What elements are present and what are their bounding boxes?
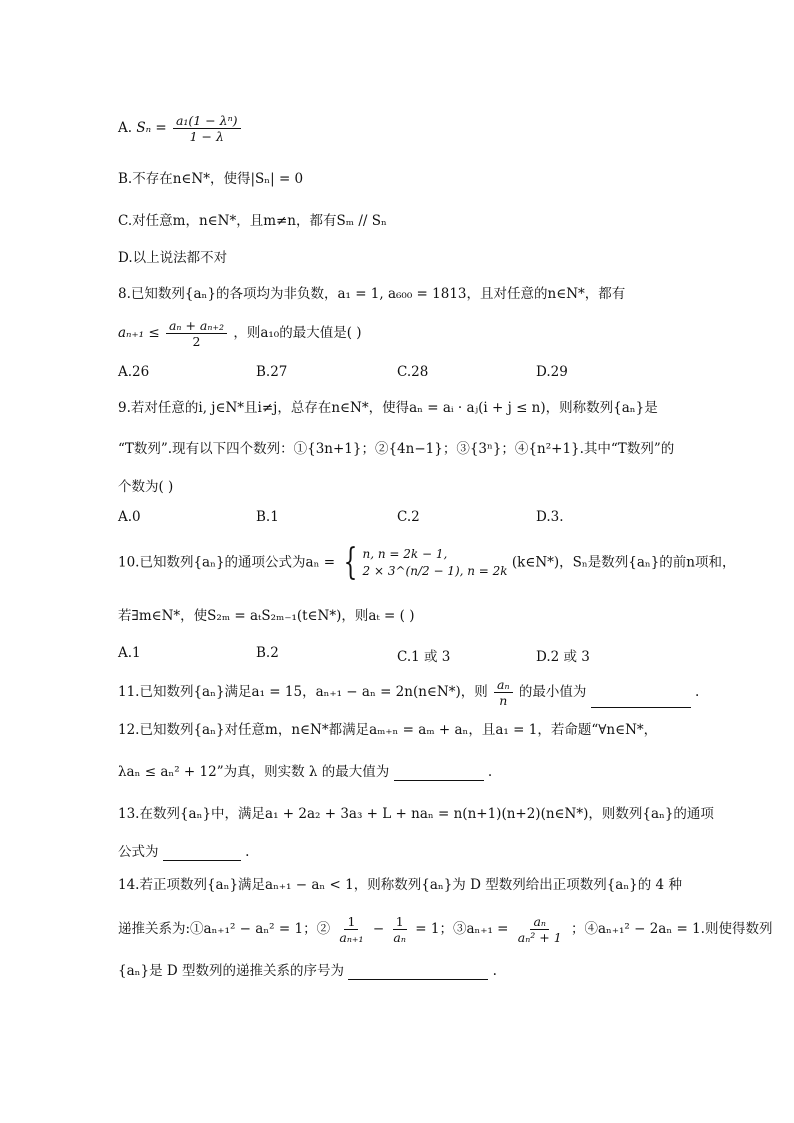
- q14-fraction-1-numerator: 1: [344, 914, 358, 930]
- q14-stem-line1: 14.若正项数列{aₙ}满足aₙ₊₁ − aₙ < 1，则称数列{aₙ}为 D 型数列给出正项数列{aₙ}的 4 种: [118, 877, 682, 893]
- q7-option-b: B.不存在n∈N*，使得|Sₙ| = 0: [118, 171, 304, 187]
- q9-option-b: B.1: [256, 509, 279, 525]
- q14-relation-3-prefix: = 1；③aₙ₊₁ =: [415, 921, 509, 937]
- q8-option-b: B.27: [256, 364, 288, 380]
- q11-stem: [118, 677, 699, 708]
- q10-option-d: D.2 或 3: [536, 649, 590, 665]
- q7-option-a-fraction: [173, 113, 241, 144]
- q11-fraction: [494, 677, 513, 708]
- q9-option-a: A.0: [118, 509, 141, 525]
- q11-stem-suffix: 的最小值为: [518, 684, 587, 700]
- q12-answer-blank[interactable]: [394, 766, 484, 781]
- q14-relation-4: ；④aₙ₊₁² − 2aₙ = 1.则使得数列: [570, 921, 773, 937]
- q7-option-a-numerator: a₁(1 − λⁿ): [173, 113, 241, 129]
- q10-case-even: 2 × 3^(n/2 − 1), n = 2k: [362, 564, 508, 578]
- q14-fraction-1: [336, 914, 366, 945]
- q13-answer-blank[interactable]: [163, 846, 241, 861]
- q7-option-a-lhs: Sₙ =: [136, 120, 167, 136]
- q10-piecewise-cases: [363, 546, 508, 580]
- q8-inequality-lhs: aₙ₊₁ ≤: [118, 325, 160, 341]
- q14-minus-sign: −: [372, 921, 385, 937]
- q11-fraction-numerator: aₙ: [494, 677, 513, 693]
- q11-answer-blank[interactable]: [591, 693, 691, 708]
- q7-option-d: D.以上说法都不对: [118, 250, 228, 266]
- q7-option-c: C.对任意m，n∈N*，且m≠n，都有Sₘ // Sₙ: [118, 213, 387, 229]
- q10-option-c: C.1 或 3: [397, 649, 451, 665]
- q14-fraction-3: [515, 914, 565, 945]
- q13-stem-line1: 13.在数列{aₙ}中，满足a₁ + 2a₂ + 3a₃ + L + naₙ = n(n+1)(n+2)(n∈N*)，则数列{aₙ}的通项: [118, 806, 714, 822]
- q8-stem-line2: [118, 318, 362, 349]
- q9-option-c: C.2: [397, 509, 420, 525]
- q14-stem-line2: [118, 914, 772, 945]
- q14-fraction-2-denominator: aₙ: [393, 930, 406, 945]
- q12-end: .: [487, 764, 493, 780]
- q9-stem-line1: 9.若对任意的i, j∈N*且i≠j，总存在n∈N*，使得aₙ = aᵢ · aⱼ(i + j ≤ n)，则称数列{aₙ}是: [118, 400, 658, 416]
- q10-option-a: A.1: [118, 645, 141, 661]
- q12-stem-text: λaₙ ≤ aₙ² + 12”为真，则实数 λ 的最大值为: [118, 764, 390, 780]
- q7-option-a-prefix: A.: [118, 120, 133, 136]
- q10-stem-prefix: 10.已知数列{aₙ}的通项公式为aₙ =: [118, 554, 336, 571]
- q14-relation-1: 递推关系为:①aₙ₊₁² − aₙ² = 1；②: [118, 921, 331, 937]
- q11-stem-prefix: 11.已知数列{aₙ}满足a₁ = 15，aₙ₊₁ − aₙ = 2n(n∈N*)，则: [118, 684, 488, 700]
- q14-stem-text: {aₙ}是 D 型数列的递推关系的序号为: [118, 963, 344, 979]
- q14-fraction-3-denominator: aₙ² + 1: [517, 930, 562, 945]
- q13-end: .: [245, 844, 250, 860]
- q10-case-odd: n, n = 2k − 1,: [362, 547, 448, 561]
- q7-option-a: [118, 113, 243, 144]
- q8-option-d: D.29: [536, 364, 568, 380]
- q10-option-b: B.2: [256, 645, 279, 661]
- q8-option-a: A.26: [118, 364, 150, 380]
- q10-stem-line2: 若∃m∈N*，使S₂ₘ = aₜS₂ₘ₋₁(t∈N*)，则aₜ = ( ): [118, 608, 415, 624]
- q9-option-d: D.3.: [536, 509, 564, 525]
- q9-stem-line3: 个数为( ): [118, 479, 174, 495]
- q12-stem-line2: [118, 763, 492, 781]
- q14-fraction-2: [390, 914, 409, 945]
- q14-stem-line3: [118, 962, 497, 980]
- q9-stem-line2: “T数列”.现有以下四个数列：①{3n+1}；②{4n−1}；③{3ⁿ}；④{n²+1}.其中“T数列”的: [118, 441, 675, 457]
- q13-stem-text: 公式为: [118, 844, 159, 860]
- q14-fraction-2-numerator: 1: [393, 914, 407, 930]
- q11-fraction-denominator: n: [499, 693, 508, 708]
- q10-stem-suffix: (k∈N*)，Sₙ是数列{aₙ}的前n项和，: [511, 554, 736, 571]
- q8-fraction: [166, 318, 227, 349]
- q8-fraction-numerator: aₙ + aₙ₊₂: [166, 318, 227, 334]
- q12-stem-line1: 12.已知数列{aₙ}对任意m，n∈N*都满足aₘ₊ₙ = aₘ + aₙ，且a₁ = 1，若命题“∀n∈N*，: [118, 722, 658, 738]
- q8-stem-line1: 8.已知数列{aₙ}的各项均为非负数，a₁ = 1, a₆₀₀ = 1813，且对任意的n∈N*，都有: [118, 286, 626, 302]
- q14-fraction-1-denominator: aₙ₊₁: [339, 930, 364, 945]
- q7-option-a-denominator: 1 − λ: [189, 129, 224, 144]
- q8-option-c: C.28: [397, 364, 429, 380]
- q8-stem-rest: ，则a₁₀的最大值是( ): [233, 325, 362, 341]
- q14-fraction-3-numerator: aₙ: [530, 914, 549, 930]
- q14-end: .: [492, 963, 497, 979]
- q8-fraction-denominator: 2: [192, 334, 201, 349]
- q10-stem-line1: [118, 542, 736, 583]
- q10-piecewise-brace: {: [343, 542, 358, 583]
- q14-answer-blank[interactable]: [348, 965, 488, 980]
- q11-end: .: [694, 684, 700, 700]
- q13-stem-line2: [118, 843, 249, 861]
